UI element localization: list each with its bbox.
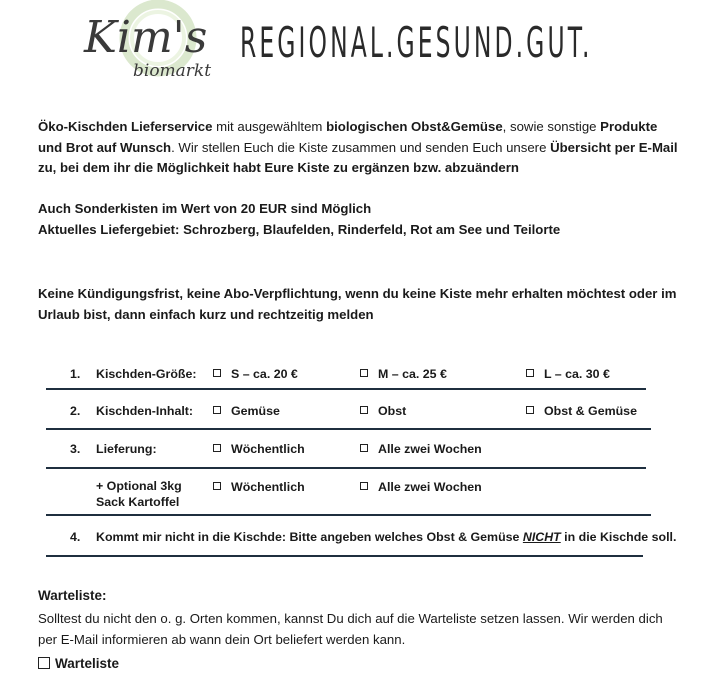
waitlist-text: Solltest du nicht den o. g. Orten kommen, kannst Du dich auf die Warteliste setzen lassen. Wir werden dich per E-Mail informieren ab wann dein Ort beliefert werden kann. bbox=[38, 611, 663, 647]
intro-paragraph: Öko-Kischden Lieferservice mit ausgewähltem biologischen Obst&Gemüse, sowie sonstige Produkte und Brot auf Wunsch. Wir stellen Euch die Kiste zusammen und senden Euch unsere Übersicht per E-Mail zu, bei dem ihr die Möglichkeit habt Eure Kiste zu ergänzen bzw. abzuändern bbox=[38, 119, 678, 175]
content-option-vegetables[interactable]: Gemüse bbox=[213, 403, 280, 419]
checkbox-icon[interactable] bbox=[360, 369, 368, 377]
slogan: REGIONAL.GESUND.GUT. bbox=[240, 18, 593, 67]
row-number: 2. bbox=[70, 404, 81, 418]
checkbox-icon[interactable] bbox=[360, 406, 368, 414]
row-divider bbox=[46, 514, 651, 516]
content-label: Kischden-Inhalt: bbox=[96, 404, 194, 418]
waitlist-checkbox[interactable]: Warteliste bbox=[38, 656, 119, 671]
content-option-fruit[interactable]: Obst bbox=[360, 403, 406, 419]
potato-option-biweekly[interactable]: Alle zwei Wochen bbox=[360, 479, 482, 495]
size-label: Kischden-Größe: bbox=[96, 367, 197, 381]
checkbox-icon[interactable] bbox=[360, 482, 368, 490]
content-option-mixed[interactable]: Obst & Gemüse bbox=[526, 403, 637, 419]
logo-subtext: biomarkt bbox=[133, 61, 212, 81]
checkbox-icon[interactable] bbox=[526, 369, 534, 377]
checkbox-icon[interactable] bbox=[213, 444, 221, 452]
logo-text: Kim's bbox=[84, 12, 208, 63]
delivery-option-weekly[interactable]: Wöchentlich bbox=[213, 441, 305, 457]
checkbox-icon[interactable] bbox=[360, 444, 368, 452]
size-option-s[interactable]: S – ca. 20 € bbox=[213, 366, 298, 382]
waitlist-heading: Warteliste: bbox=[38, 588, 107, 603]
checkbox-icon[interactable] bbox=[526, 406, 534, 414]
special-boxes-paragraph: Auch Sonderkisten im Wert von 20 EUR sind Möglich Aktuelles Liefergebiet: Schrozberg, Blaufelden, Rinderfeld, Rot am See und Teilorte bbox=[38, 201, 561, 237]
exclusion-text: Kommt mir nicht in die Kischde: Bitte angeben welches Obst & Gemüse NICHT in die Kischde soll. bbox=[96, 530, 677, 544]
potato-option-label: + Optional 3kg Sack Kartoffel bbox=[96, 479, 182, 509]
size-option-l[interactable]: L – ca. 30 € bbox=[526, 366, 610, 382]
checkbox-icon[interactable] bbox=[38, 657, 50, 669]
row-number: 4. bbox=[70, 530, 81, 544]
row-divider bbox=[46, 388, 646, 390]
checkbox-icon[interactable] bbox=[213, 482, 221, 490]
row-number: 1. bbox=[70, 367, 81, 381]
row-divider bbox=[46, 555, 643, 557]
row-divider bbox=[46, 428, 651, 430]
delivery-option-biweekly[interactable]: Alle zwei Wochen bbox=[360, 441, 482, 457]
checkbox-icon[interactable] bbox=[213, 406, 221, 414]
row-number: 3. bbox=[70, 442, 81, 456]
potato-option-weekly[interactable]: Wöchentlich bbox=[213, 479, 305, 495]
row-divider bbox=[46, 467, 646, 469]
delivery-label: Lieferung: bbox=[96, 442, 157, 456]
kims-biomarkt-logo bbox=[78, 0, 238, 86]
cancellation-paragraph: Keine Kündigungsfrist, keine Abo-Verpflichtung, wenn du keine Kiste mehr erhalten möchtest oder im Urlaub bist, dann einfach kurz und rechtzeitig melden bbox=[38, 286, 677, 322]
checkbox-icon[interactable] bbox=[213, 369, 221, 377]
size-option-m[interactable]: M – ca. 25 € bbox=[360, 366, 447, 382]
